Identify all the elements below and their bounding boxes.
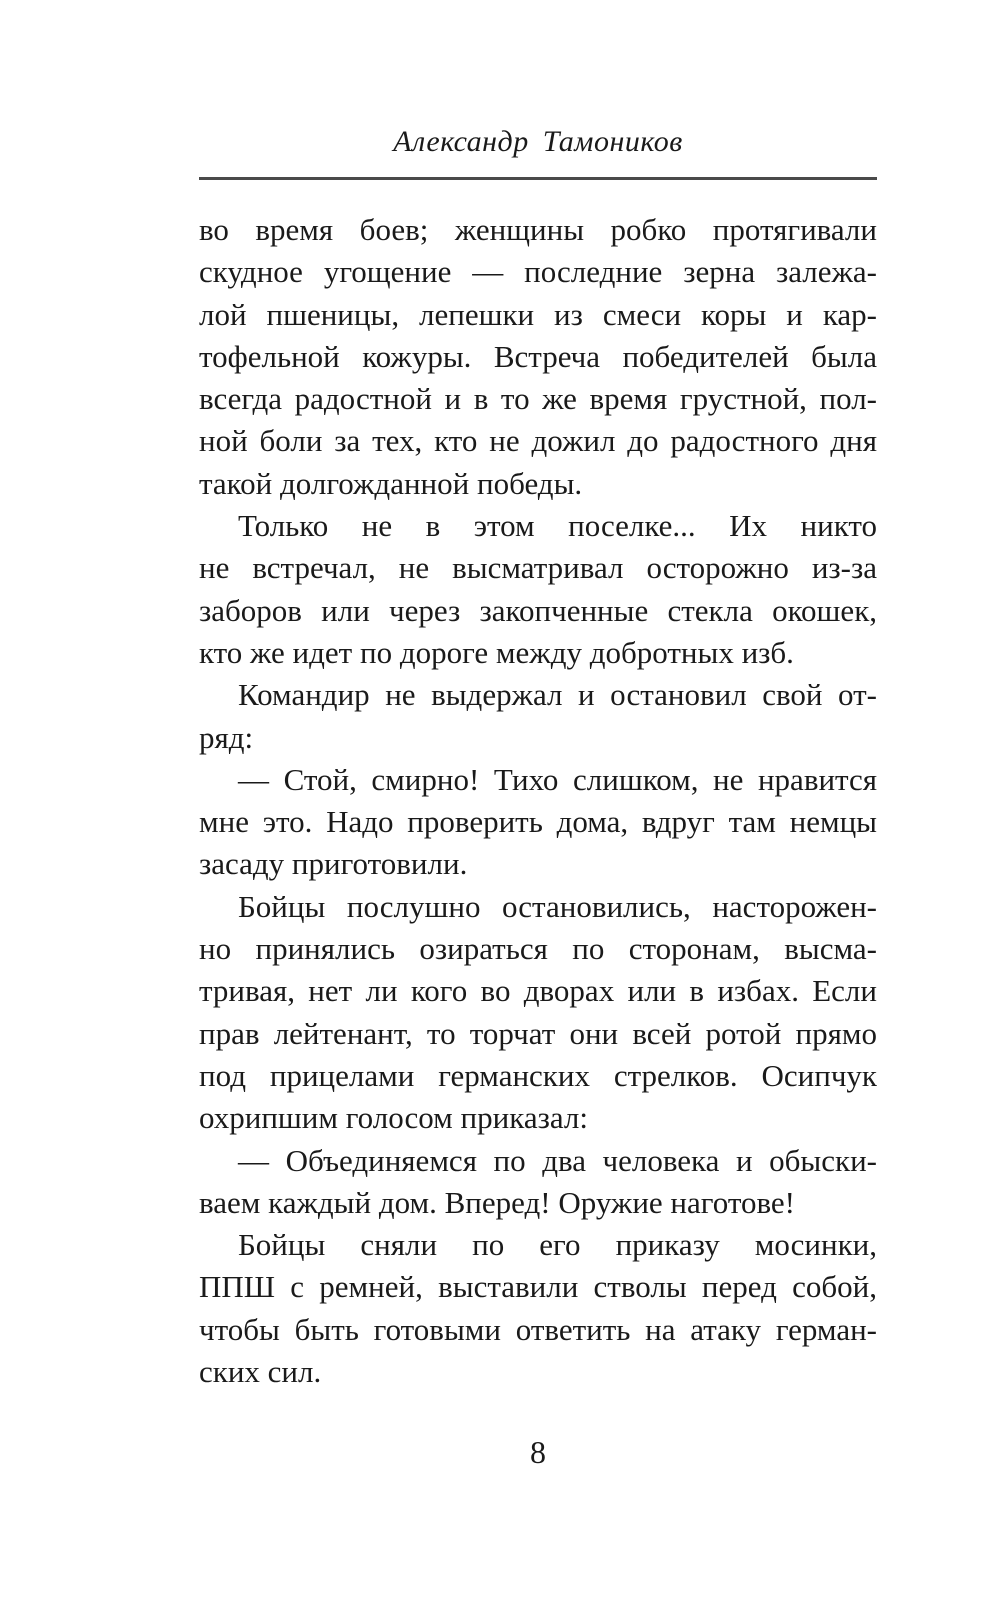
text-line: Бойцы сняли по его приказу мосинки,: [238, 1227, 877, 1263]
text-line: не встречал, не высматривал осторожно из-за: [199, 550, 877, 586]
text-line: Командир не выдержал и остановил свой от-: [238, 677, 877, 713]
text-line: тривая, нет ли кого во дворах или в избах. Если: [199, 973, 877, 1009]
header-rule: [199, 177, 877, 180]
text-line: во время боев; женщины робко протягивали: [199, 212, 877, 247]
text-line: ваем каждый дом. Вперед! Оружие наготове!: [199, 1184, 795, 1220]
text-line: охрипшим голосом приказал:: [199, 1100, 588, 1136]
text-line: лой пшеницы, лепешки из смеси коры и кар-: [199, 296, 877, 332]
text-line: — Стой, смирно! Тихо слишком, не нравится: [238, 761, 877, 797]
text-line: скудное угощение — последние зерна залежа-: [199, 254, 877, 290]
text-line: Бойцы послушно остановились, насторожен-: [238, 888, 877, 924]
text-line: мне это. Надо проверить дома, вдруг там немцы: [199, 804, 877, 840]
text-line: заборов или через закопченные стекла окошек,: [199, 592, 877, 628]
page-number: 8: [530, 1434, 546, 1470]
text-line: прав лейтенант, то торчат они всей ротой прямо: [199, 1015, 877, 1051]
text-line: ной боли за тех, кто не дожил до радостного дня: [199, 423, 877, 459]
text-line: Только не в этом поселке... Их никто: [238, 508, 877, 544]
text-line: но принялись озираться по сторонам, высма-: [199, 931, 877, 967]
text-line: всегда радостной и в то же время грустной, пол-: [199, 381, 877, 417]
text-line: — Объединяемся по два человека и обыски-: [238, 1142, 877, 1178]
text-line: кто же идет по дороге между добротных изб.: [199, 634, 794, 670]
text-line: под прицелами германских стрелков. Осипчук: [199, 1057, 877, 1093]
text-line: ряд:: [199, 719, 254, 755]
running-head-author: Александр Тамоников: [393, 125, 683, 158]
text-line: ских сил.: [199, 1354, 322, 1390]
text-line: чтобы быть готовыми ответить на атаку герман-: [199, 1311, 877, 1347]
text-line: засаду приготовили.: [199, 846, 468, 882]
text-line: тофельной кожуры. Встреча победителей была: [199, 338, 877, 374]
text-line: ППШ с ремней, выставили стволы перед собой,: [199, 1269, 877, 1305]
body-text: [199, 209, 877, 1393]
text-line: такой долгожданной победы.: [199, 465, 583, 501]
